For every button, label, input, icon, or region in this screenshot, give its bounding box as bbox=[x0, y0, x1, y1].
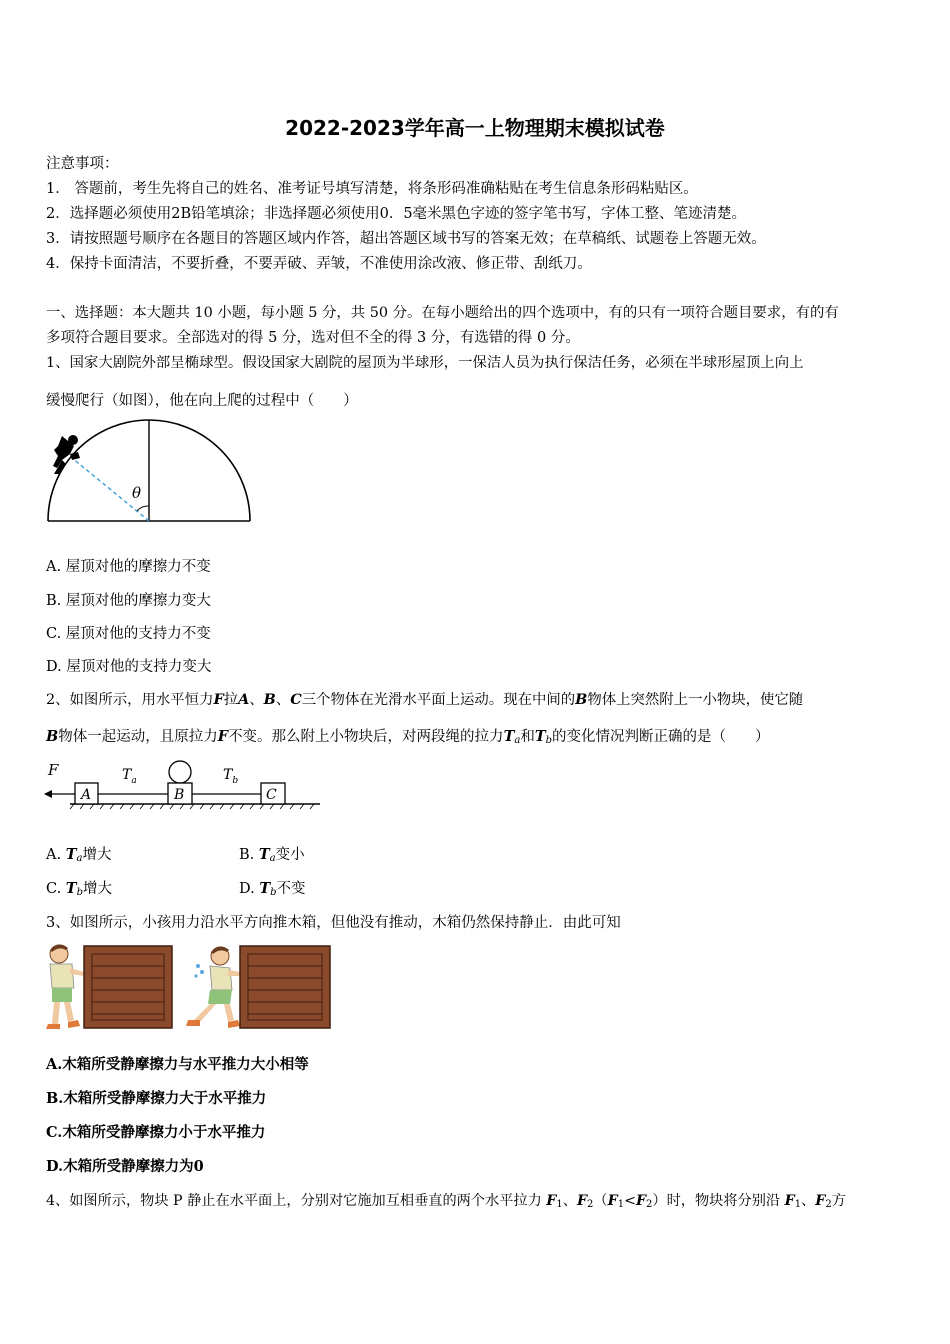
q3-stem: 3、如图所示，小孩用力沿水平方向推木箱，但他没有推动，木箱仍然保持静止．由此可知 bbox=[46, 915, 621, 931]
q3-option-b: B.木箱所受静摩擦力大于水平推力 bbox=[46, 1090, 267, 1107]
q1-stem-line-1: 1、国家大剧院外部呈椭球型。假设国家大剧院的屋顶为半球形，一保洁人员为执行保洁任务，必须在半球形屋顶上向上 bbox=[46, 355, 804, 371]
notice-item-3: 3．请按照题号顺序在各题目的答题区域内作答，超出答题区域书写的答案无效；在草稿纸、试题卷上答题无效。 bbox=[46, 231, 766, 247]
q2-stem-line-2: B物体一起运动，且原拉力F不变。那么附上小物块后，对两段绳的拉力$T_a$和$T_b$的变化情况判断正确的是（ ） bbox=[46, 728, 770, 746]
q2-blocks-figure bbox=[40, 758, 325, 816]
q3-option-d: D.木箱所受静摩擦力为0 bbox=[46, 1158, 204, 1175]
tension-a-label: $T_a$ bbox=[122, 767, 137, 786]
notice-item-2: 2．选择题必须使用2B铅笔填涂；非选择题必须使用0．5毫米黑色字迹的签字笔书写，字体工整、笔迹清楚。 bbox=[46, 206, 747, 222]
notice-item-1: 1． 答题前，考生先将自己的姓名、准考证号填写清楚，将条形码准确粘贴在考生信息条形码粘贴区。 bbox=[46, 181, 698, 197]
q1-stem-line-2: 缓慢爬行（如图），他在向上爬的过程中（ ） bbox=[46, 393, 358, 409]
q1-option-c: C. 屋顶对他的支持力不变 bbox=[46, 626, 211, 642]
q2-option-c: C. $T_b$增大 bbox=[46, 880, 112, 898]
q1-dome-figure bbox=[40, 418, 260, 528]
theta-label: θ bbox=[132, 484, 142, 502]
section-intro-line-2: 多项符合题目要求。全部选对的得 5 分，选对但不全的得 3 分，有选错的得 0 分。 bbox=[46, 330, 580, 346]
force-arrowhead bbox=[44, 790, 52, 798]
q1-option-a: A. 屋顶对他的摩擦力不变 bbox=[46, 559, 211, 575]
force-label: F bbox=[48, 761, 59, 779]
angle-arc bbox=[137, 506, 149, 511]
q3-option-a: A.木箱所受静摩擦力与水平推力大小相等 bbox=[46, 1056, 309, 1073]
section-intro-line-1: 一、选择题：本大题共 10 小题，每小题 5 分，共 50 分。在每小题给出的四个选项中，有的只有一项符合题目要求，有的有 bbox=[46, 305, 839, 321]
notice-item-4: 4．保持卡面清洁，不要折叠，不要弄破、弄皱，不准使用涂改液、修正带、刮纸刀。 bbox=[46, 256, 592, 272]
q2-option-a: A. $T_a$增大 bbox=[46, 846, 112, 864]
q4-stem-line-1: 4、如图所示，物块 P 静止在水平面上，分别对它施加互相垂直的两个水平拉力 $F_1$、$F_2(F_1<F_2)$时，物块将分别沿 $F_1$、$F_2$方 bbox=[46, 1193, 846, 1210]
tension-b-label: $T_b$ bbox=[223, 767, 239, 786]
boy-icon bbox=[46, 944, 84, 1029]
block-a-label: A bbox=[81, 787, 92, 803]
boy-icon bbox=[186, 946, 240, 1028]
block-b-label: B bbox=[174, 787, 185, 803]
q3-boy-pushing-box-figure bbox=[42, 940, 337, 1035]
wooden-box-icon bbox=[240, 946, 330, 1028]
q2-option-d: D. $T_b$不变 bbox=[239, 880, 306, 898]
q1-option-b: B. 屋顶对他的摩擦力变大 bbox=[46, 593, 211, 609]
small-object bbox=[169, 761, 191, 783]
q1-option-d: D. 屋顶对他的支持力变大 bbox=[46, 659, 212, 675]
climber-icon bbox=[53, 435, 80, 474]
sweat-drops-icon bbox=[194, 964, 204, 978]
q3-option-c: C.木箱所受静摩擦力小于水平推力 bbox=[46, 1124, 266, 1141]
block-c-label: C bbox=[266, 787, 277, 803]
q2-stem-line-1: 2、如图所示，用水平恒力F拉A、B、C三个物体在光滑水平面上运动。现在中间的B物体上突然附上一小物块，使它随 bbox=[46, 691, 804, 708]
notice-heading: 注意事项： bbox=[46, 156, 119, 172]
wooden-box-icon bbox=[84, 946, 172, 1028]
page-title: 2022-2023学年高一上物理期末模拟试卷 bbox=[285, 116, 665, 140]
q2-option-b: B. $T_a$变小 bbox=[239, 846, 305, 864]
ground-hatch bbox=[70, 804, 314, 809]
